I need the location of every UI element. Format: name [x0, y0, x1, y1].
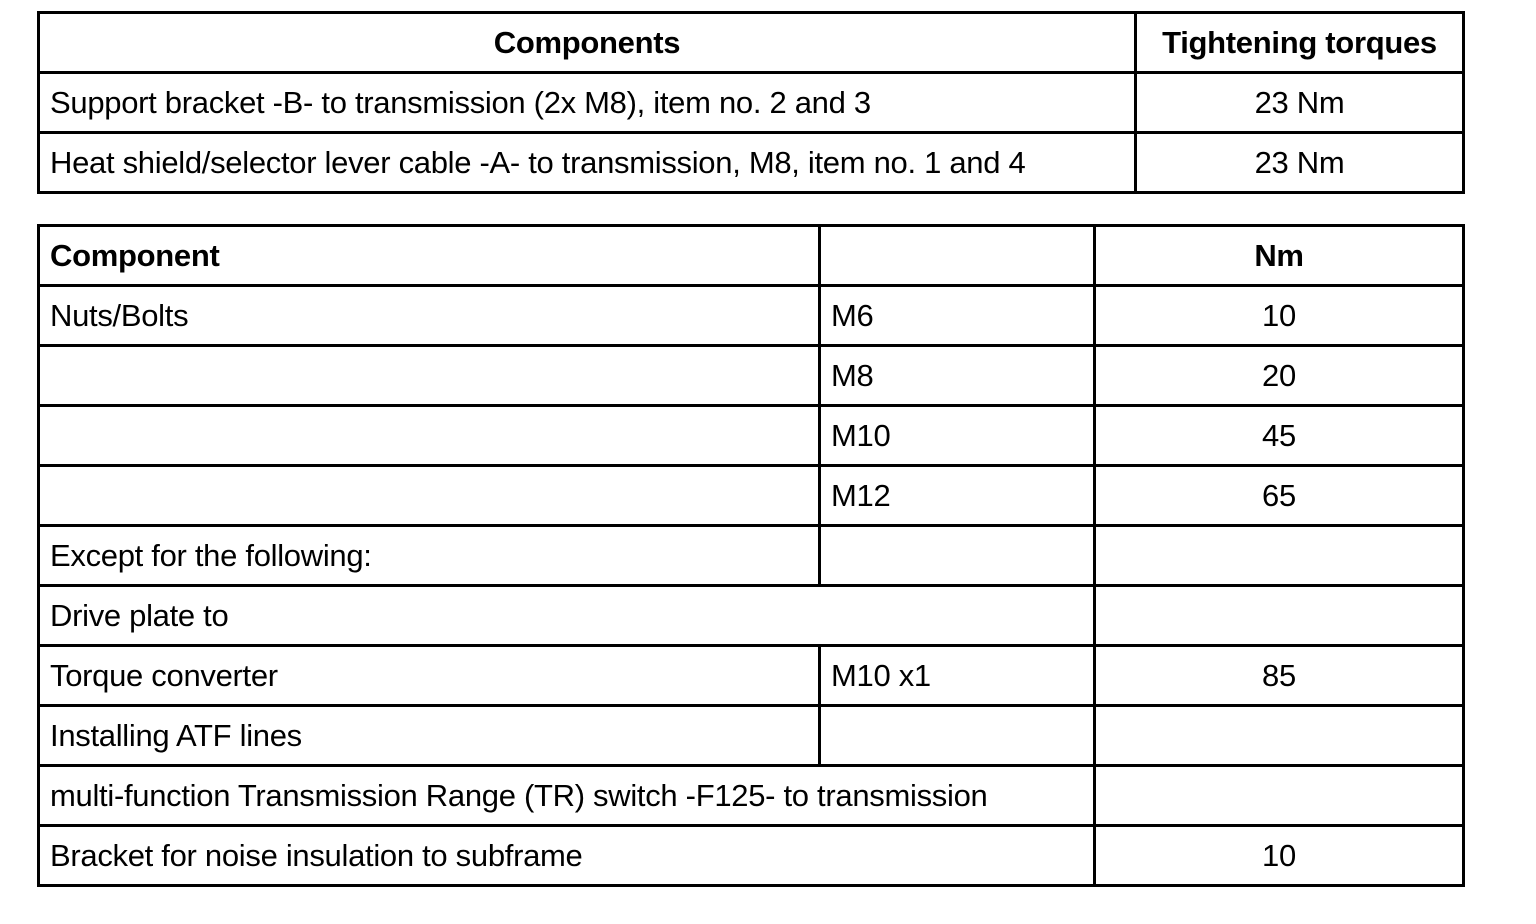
component-cell: Bracket for noise insulation to subframe: [39, 826, 1095, 886]
table-row: [39, 826, 1464, 886]
size-cell: [820, 706, 1095, 766]
table-header-row: [39, 13, 1464, 73]
header-cell: [820, 226, 1095, 286]
size-cell: M10: [820, 406, 1095, 466]
table-row: [39, 586, 1464, 646]
nm-cell: [1095, 586, 1464, 646]
table-row: [39, 646, 1464, 706]
size-cell: M10 x1: [820, 646, 1095, 706]
component-cell: Installing ATF lines: [39, 706, 820, 766]
header-cell: Nm: [1095, 226, 1464, 286]
header-cell: Components: [39, 13, 1136, 73]
header-cell: Component: [39, 226, 820, 286]
table-row: [39, 766, 1464, 826]
component-cell: [39, 406, 820, 466]
nm-cell: 10: [1095, 826, 1464, 886]
table-row: [39, 73, 1464, 133]
nm-cell: 20: [1095, 346, 1464, 406]
size-cell: M8: [820, 346, 1095, 406]
table-row: [39, 286, 1464, 346]
table-row: [39, 706, 1464, 766]
table-row: [39, 466, 1464, 526]
table-row: [39, 406, 1464, 466]
component-cell: Nuts/Bolts: [39, 286, 820, 346]
table-row: [39, 133, 1464, 193]
size-cell: M12: [820, 466, 1095, 526]
component-cell: multi-function Transmission Range (TR) switch -F125- to transmission: [39, 766, 1095, 826]
component-cell: Drive plate to: [39, 586, 1095, 646]
nm-cell: [1095, 766, 1464, 826]
nm-cell: 10: [1095, 286, 1464, 346]
table-header-row: [39, 226, 1464, 286]
nm-cell: 85: [1095, 646, 1464, 706]
component-cell: Except for the following:: [39, 526, 820, 586]
nm-cell: 45: [1095, 406, 1464, 466]
tightening-torques-table: [37, 11, 1465, 194]
component-cell: Torque converter: [39, 646, 820, 706]
component-cell: Support bracket -B- to transmission (2x M8), item no. 2 and 3: [39, 73, 1136, 133]
nm-cell: [1095, 526, 1464, 586]
nm-cell: [1095, 706, 1464, 766]
size-cell: [820, 526, 1095, 586]
table-row: [39, 346, 1464, 406]
torque-cell: 23 Nm: [1136, 133, 1464, 193]
component-cell: Heat shield/selector lever cable -A- to transmission, M8, item no. 1 and 4: [39, 133, 1136, 193]
component-cell: [39, 466, 820, 526]
table-row: [39, 526, 1464, 586]
component-cell: [39, 346, 820, 406]
nm-cell: 65: [1095, 466, 1464, 526]
size-cell: M6: [820, 286, 1095, 346]
torque-cell: 23 Nm: [1136, 73, 1464, 133]
header-cell: Tightening torques: [1136, 13, 1464, 73]
component-torque-table: [37, 224, 1465, 887]
